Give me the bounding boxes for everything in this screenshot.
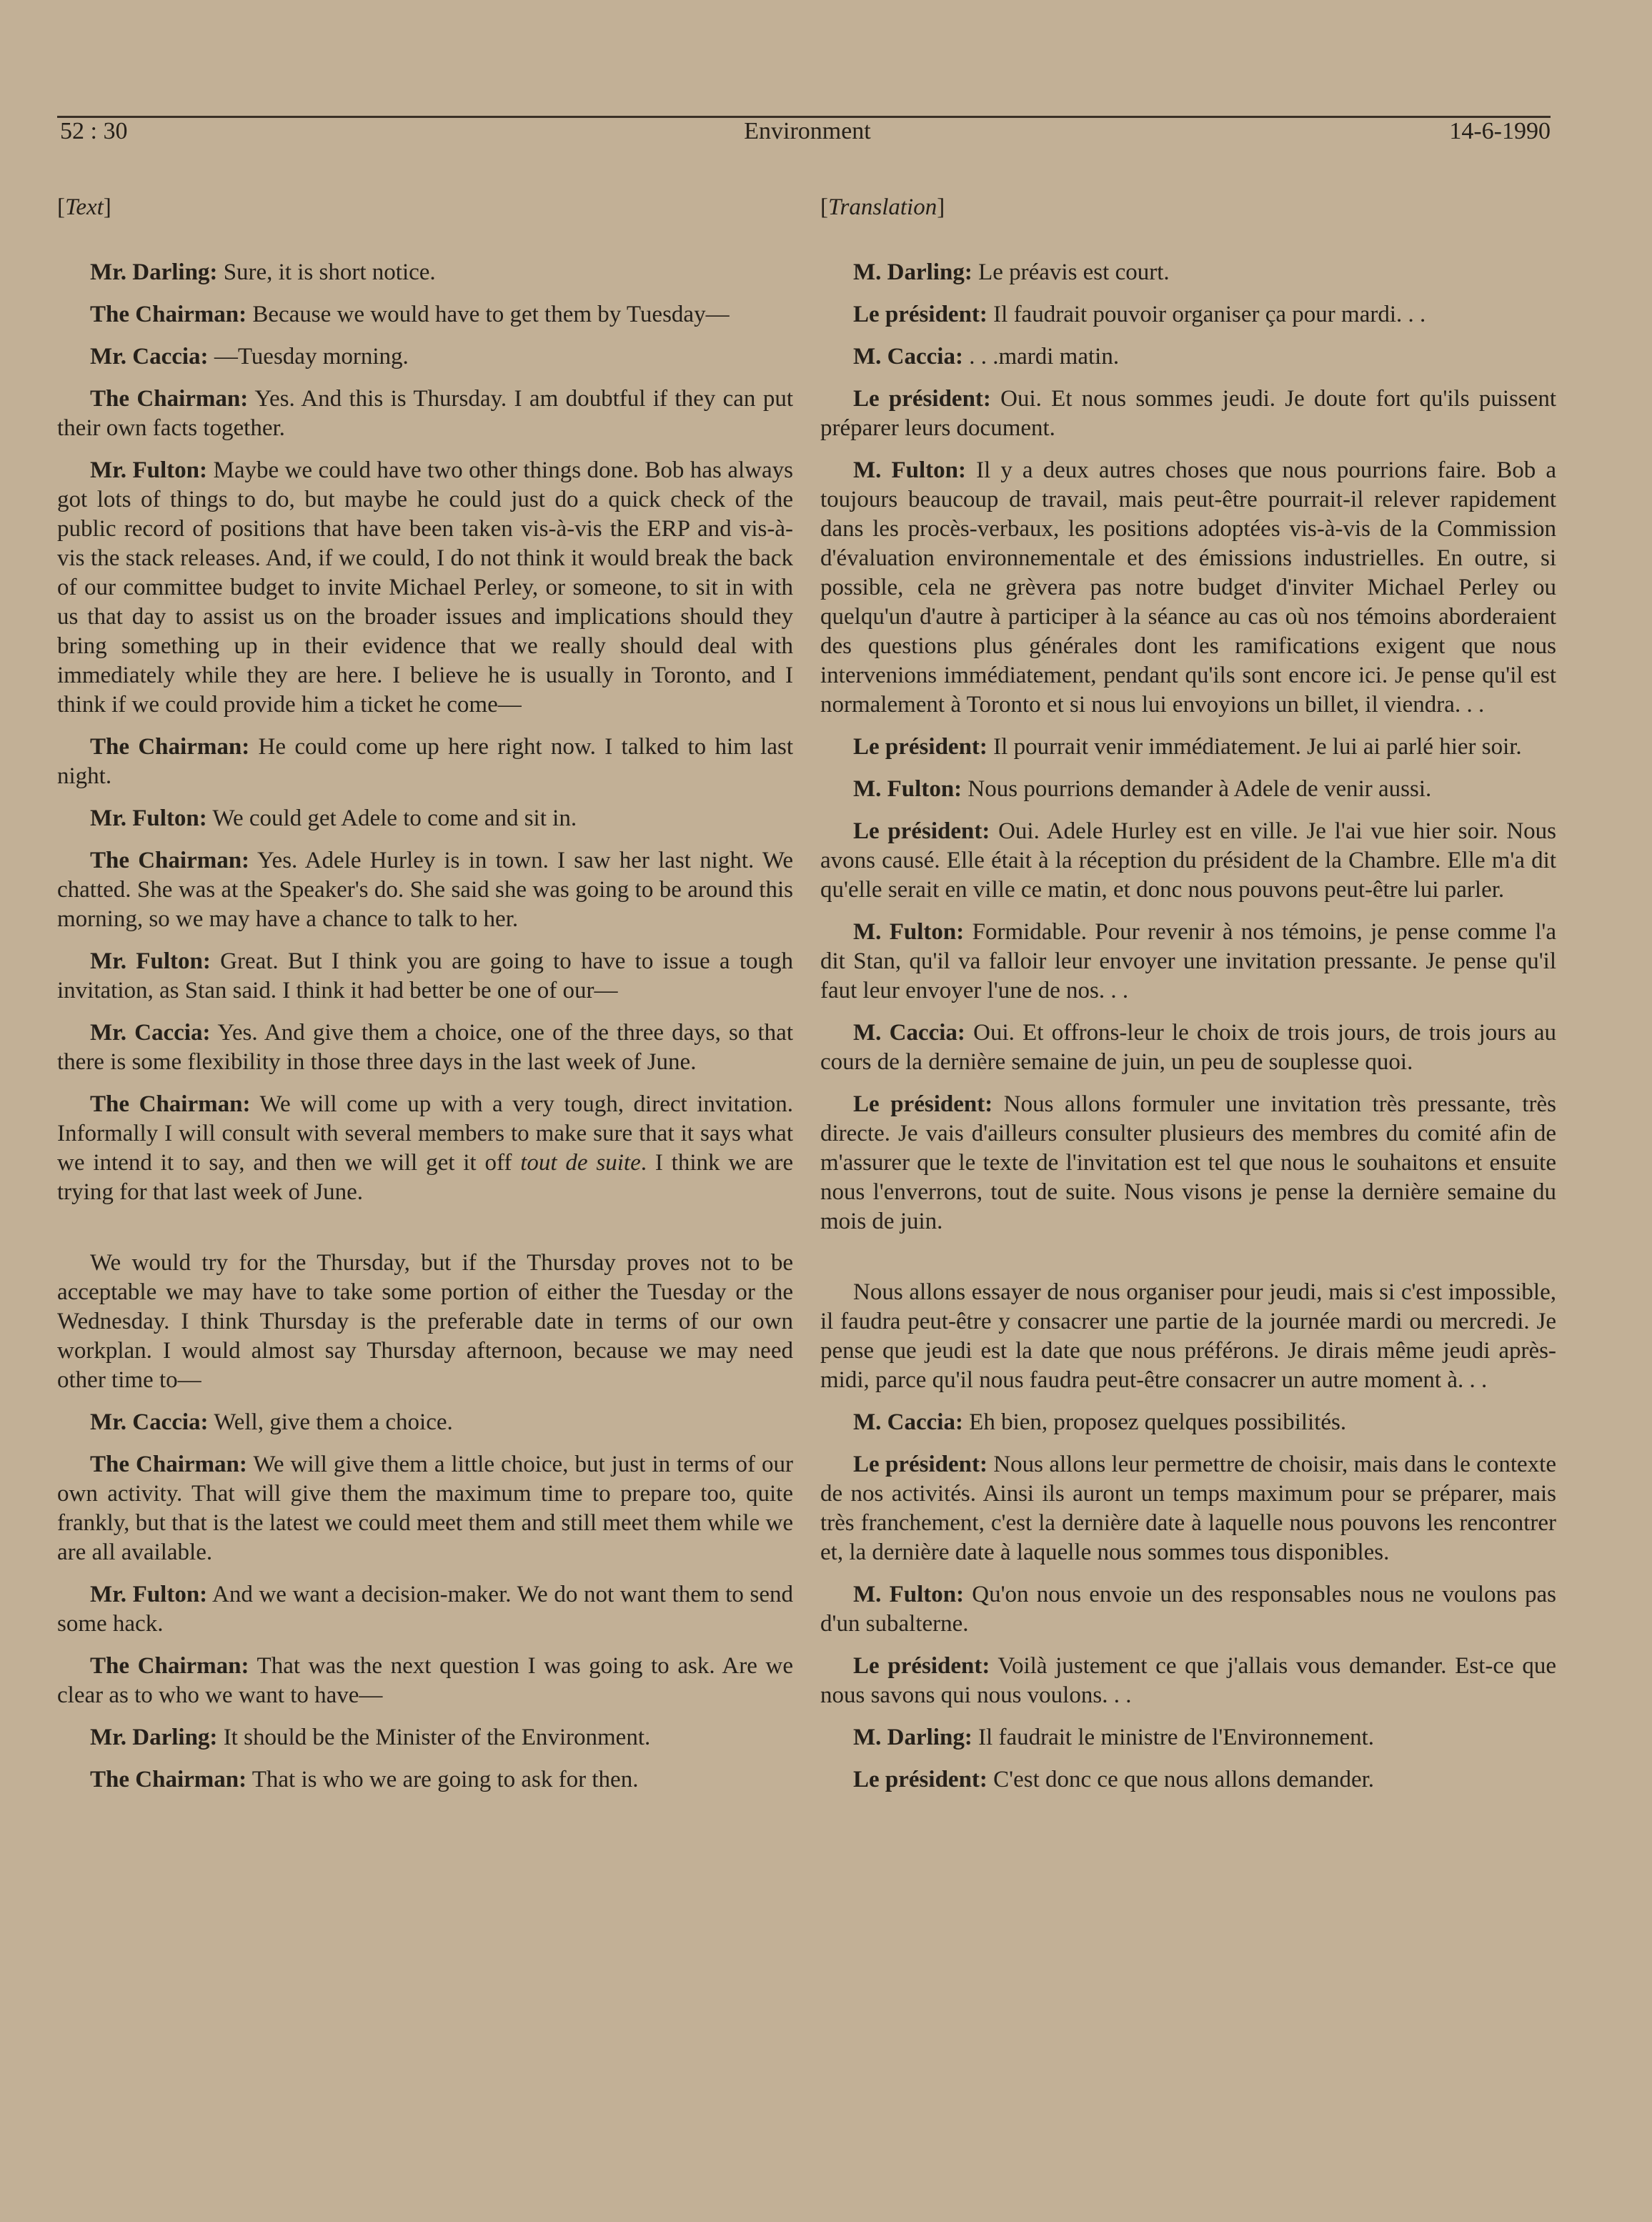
transcript-paragraph [820, 258, 1556, 287]
french-paragraphs [820, 258, 1556, 1795]
transcript-paragraph [820, 1580, 1556, 1639]
transcript-paragraph [57, 1580, 793, 1639]
english-paragraphs [57, 258, 793, 1795]
speech-text: Formidable. Pour revenir à nos témoins, je pense comme l'a dit Stan, qu'il va falloir leur envoyer une invitation pressante. Je pense qu'il faut leur envoyer l'une de nos. . . [820, 919, 1556, 1003]
speaker-name: M. Fulton: [853, 776, 962, 802]
speech-text: Nous allons formuler une invitation très pressante, très directe. Je vais d'ailleurs consulter plusieurs des membres du comité afin de m'assurer que le texte de l'invitation est tel que nous le souhaitons et ensuite nous l'enverrons, tout de suite. Nous visons je pense la dernière semaine du mois de juin. [820, 1091, 1556, 1234]
transcript-paragraph [820, 775, 1556, 804]
transcript-paragraph [820, 1018, 1556, 1077]
transcript-paragraph [820, 456, 1556, 720]
header-rule [57, 116, 1551, 118]
speaker-name: The Chairman: [90, 386, 249, 412]
transcript-paragraph [820, 817, 1556, 905]
speaker-name: Mr. Darling: [90, 259, 218, 285]
speaker-name: M. Darling: [853, 259, 972, 285]
transcript-paragraph [57, 1408, 793, 1437]
speaker-name: Le président: [853, 1767, 987, 1792]
speech-text: Oui. Adele Hurley est en ville. Je l'ai vue hier soir. Nous avons causé. Elle était à la réception du président de la Chambre. Elle m'a dit qu'elle serait en ville ce matin, et donc nous pouvons peut-être lui parler. [820, 818, 1556, 903]
french-column [820, 193, 1556, 1807]
speech-text: Sure, it is short notice. [217, 259, 436, 285]
speaker-name: Mr. Fulton: [90, 805, 207, 831]
speech-text: We would try for the Thursday, but if the Thursday proves not to be acceptable we may have to take some portion of either the Tuesday or the Wednesday. I think Thursday is the preferable date in terms of our own workplan. I would almost say Thursday afternoon, because we may need other time to— [57, 1250, 793, 1393]
speech-text: Il faudrait pouvoir organiser ça pour mardi. . . [987, 302, 1426, 327]
speech-text: Il pourrait venir immédiatement. Je lui ai parlé hier soir. [987, 734, 1522, 760]
transcript-paragraph [57, 342, 793, 372]
speech-text: Il faudrait le ministre de l'Environnement. [972, 1725, 1375, 1750]
speech-text: Yes. And this is Thursday. I am doubtful if they can put their own facts together. [57, 386, 793, 441]
speech-text: Qu'on nous envoie un des responsables nous ne voulons pas d'un subalterne. [820, 1582, 1556, 1637]
speech-text: We will give them a little choice, but just in terms of our own activity. That will give them the maximum time to prepare too, quite frankly, but that is the latest we could meet them and still meet them while we are all available. [57, 1452, 793, 1565]
speaker-name: The Chairman: [90, 1653, 249, 1679]
speech-text: That is who we are going to ask for then. [247, 1767, 639, 1792]
speaker-name: Le président: [853, 386, 991, 412]
transcript-paragraph [57, 1723, 793, 1752]
page-number: 52 : 30 [60, 118, 128, 144]
speaker-name: Le président: [853, 818, 990, 844]
speaker-name: M. Caccia: [853, 1409, 963, 1435]
speech-text: It should be the Minister of the Environment. [217, 1725, 651, 1750]
speaker-name: The Chairman: [90, 734, 250, 760]
transcript-paragraph [820, 1090, 1556, 1236]
transcript-paragraph [57, 947, 793, 1006]
speech-text: Voilà justement ce que j'allais vous demander. Est-ce que nous savons qui nous voulons. . . [820, 1653, 1556, 1708]
speech-text: Oui. Et nous sommes jeudi. Je doute fort qu'ils puissent préparer leurs document. [820, 386, 1556, 441]
transcript-paragraph [57, 733, 793, 791]
transcript-paragraph [820, 342, 1556, 372]
transcript-paragraph [57, 385, 793, 443]
transcript-paragraph [57, 1652, 793, 1710]
speech-text: Because we would have to get them by Tuesday— [247, 302, 730, 327]
speech-text: Yes. And give them a choice, one of the three days, so that there is some flexibility in those three days in the last week of June. [57, 1020, 793, 1075]
speaker-name: The Chairman: [90, 1091, 251, 1117]
speaker-name: Le président: [853, 1452, 987, 1477]
transcript-paragraph [57, 258, 793, 287]
speaker-name: The Chairman: [90, 1452, 247, 1477]
speech-text: Nous pourrions demander à Adele de venir aussi. [962, 776, 1432, 802]
speech-text-continued: . I think we are trying for that last week of June. [57, 1150, 793, 1205]
speaker-name: Le président: [853, 302, 987, 327]
speaker-name: The Chairman: [90, 1767, 247, 1792]
speaker-name: M. Caccia: [853, 1020, 965, 1046]
speaker-name: M. Caccia: [853, 344, 963, 369]
speech-text: Il y a deux autres choses que nous pourrions faire. Bob a toujours beaucoup de travail, mais peut-être pourrait-il relever rapidement dans les procès-verbaux, les positions adoptées vis-à-vis de la Commission d'évaluation environnementale et des émissions industrielles. En outre, si possible, cela ne grèvera pas notre budget d'inviter Michael Perley ou quelqu'un d'autre à participer à la séance au cas où nos témoins aborderaient des questions plus générales dont les ramifications exigent que nous intervenions immédiatement, pendant qu'ils sont encore ici. Je pense qu'il est normalement à Toronto et si nous lui envoyions un billet, il viendra. . . [820, 457, 1556, 718]
transcript-paragraph [820, 1278, 1556, 1395]
transcript-paragraph [820, 918, 1556, 1006]
speaker-name: M. Fulton: [853, 919, 965, 945]
speech-text: Well, give them a choice. [208, 1409, 453, 1435]
speech-text: He could come up here right now. I talked to him last night. [57, 734, 793, 789]
speaker-name: M. Fulton: [853, 1582, 965, 1607]
speech-text: Nous allons leur permettre de choisir, mais dans le contexte de nos activités. Ainsi ils auront un temps maximum pour se préparer, mais très franchement, c'est la dernière date à laquelle nous pouvons les rencontrer et, la dernière date à laquelle nous sommes tous disponibles. [820, 1452, 1556, 1565]
speech-text: Oui. Et offrons-leur le choix de trois jours, de trois jours au cours de la dernière semaine de juin, un peu de souplesse quoi. [820, 1020, 1556, 1075]
speech-text: Yes. Adele Hurley is in town. I saw her last night. We chatted. She was at the Speaker's do. She said she was going to be around this morning, so we may have a chance to talk to her. [57, 848, 793, 932]
transcript-paragraph [820, 385, 1556, 443]
english-column [57, 193, 793, 1807]
speech-text: That was the next question I was going to ask. Are we clear as to who we want to have— [57, 1653, 793, 1708]
speaker-name: M. Fulton: [853, 457, 966, 483]
italic-phrase: tout de suite [520, 1150, 641, 1176]
transcript-paragraph [820, 1450, 1556, 1567]
header-date: 14-6-1990 [1449, 118, 1551, 144]
speaker-name: The Chairman: [90, 848, 250, 873]
speaker-name: Mr. Fulton: [90, 948, 211, 974]
speaker-name: Le président: [853, 1091, 993, 1117]
transcript-paragraph [820, 1765, 1556, 1795]
transcript-paragraph [820, 1408, 1556, 1437]
speaker-name: Mr. Caccia: [90, 344, 209, 369]
transcript-paragraph [57, 1090, 793, 1207]
transcript-paragraph [820, 1652, 1556, 1710]
speech-text: We could get Adele to come and sit in. [206, 805, 577, 831]
speech-text: C'est donc ce que nous allons demander. [987, 1767, 1375, 1792]
speech-text: Maybe we could have two other things done. Bob has always got lots of things to do, but maybe he could just do a quick check of the public record of positions that have been taken vis-à-vis the ERP and vis-à-vis the stack releases. And, if we could, I do not think it would break the back of our committee budget to invite Michael Perley, or someone, to sit in with us that day to assist us on the broader issues and implications should they bring something up in their evidence that we really should deal with immediately while they are here. I believe he is usually in Toronto, and I think if we could provide him a ticket he come— [57, 457, 793, 718]
speech-text: And we want a decision-maker. We do not want them to send some hack. [57, 1582, 793, 1637]
speaker-name: Mr. Fulton: [90, 457, 208, 483]
speaker-name: Mr. Caccia: [90, 1020, 211, 1046]
speaker-name: Mr. Fulton: [90, 1582, 208, 1607]
section-label-translation: [Translation] [820, 194, 945, 220]
speaker-name: Le président: [853, 734, 987, 760]
transcript-paragraph [820, 300, 1556, 329]
transcript-paragraph [820, 1723, 1556, 1752]
transcript-paragraph [57, 1765, 793, 1795]
transcript-paragraph [57, 456, 793, 720]
speech-text: —Tuesday morning. [208, 344, 409, 369]
transcript-paragraph [57, 1450, 793, 1567]
speech-text: We will come up with a very tough, direct invitation. Informally I will consult with several members to make sure that it says what we intend it to say, and then we will get it off [57, 1091, 794, 1176]
speech-text: . . .mardi matin. [962, 344, 1120, 369]
speaker-name: The Chairman: [90, 302, 247, 327]
speech-text: Nous allons essayer de nous organiser pour jeudi, mais si c'est impossible, il faudra peut-être y consacrer une partie de la journée mardi ou mercredi. Je pense que jeudi est la date que nous préférons. Je dirais même jeudi après-midi, parce qu'il nous faudra peut-être consacrer un autre moment à. . . [820, 1279, 1556, 1393]
speaker-name: Mr. Caccia: [90, 1409, 209, 1435]
speaker-name: Mr. Darling: [90, 1725, 218, 1750]
speech-text: Le préavis est court. [972, 259, 1170, 285]
speech-text: Great. But I think you are going to have to issue a tough invitation, as Stan said. I think it had better be one of our— [57, 948, 794, 1003]
transcript-paragraph [57, 804, 793, 833]
transcript-paragraph [57, 1249, 793, 1395]
transcript-paragraph [57, 1018, 793, 1077]
speaker-name: Le président: [853, 1653, 990, 1679]
speaker-name: M. Darling: [853, 1725, 972, 1750]
speech-text: Eh bien, proposez quelques possibilités. [962, 1409, 1347, 1435]
section-label-text: [Text] [57, 194, 111, 220]
running-title: Environment [744, 118, 871, 144]
transcript-paragraph [57, 300, 793, 329]
transcript-paragraph [820, 733, 1556, 762]
transcript-paragraph [57, 846, 793, 934]
